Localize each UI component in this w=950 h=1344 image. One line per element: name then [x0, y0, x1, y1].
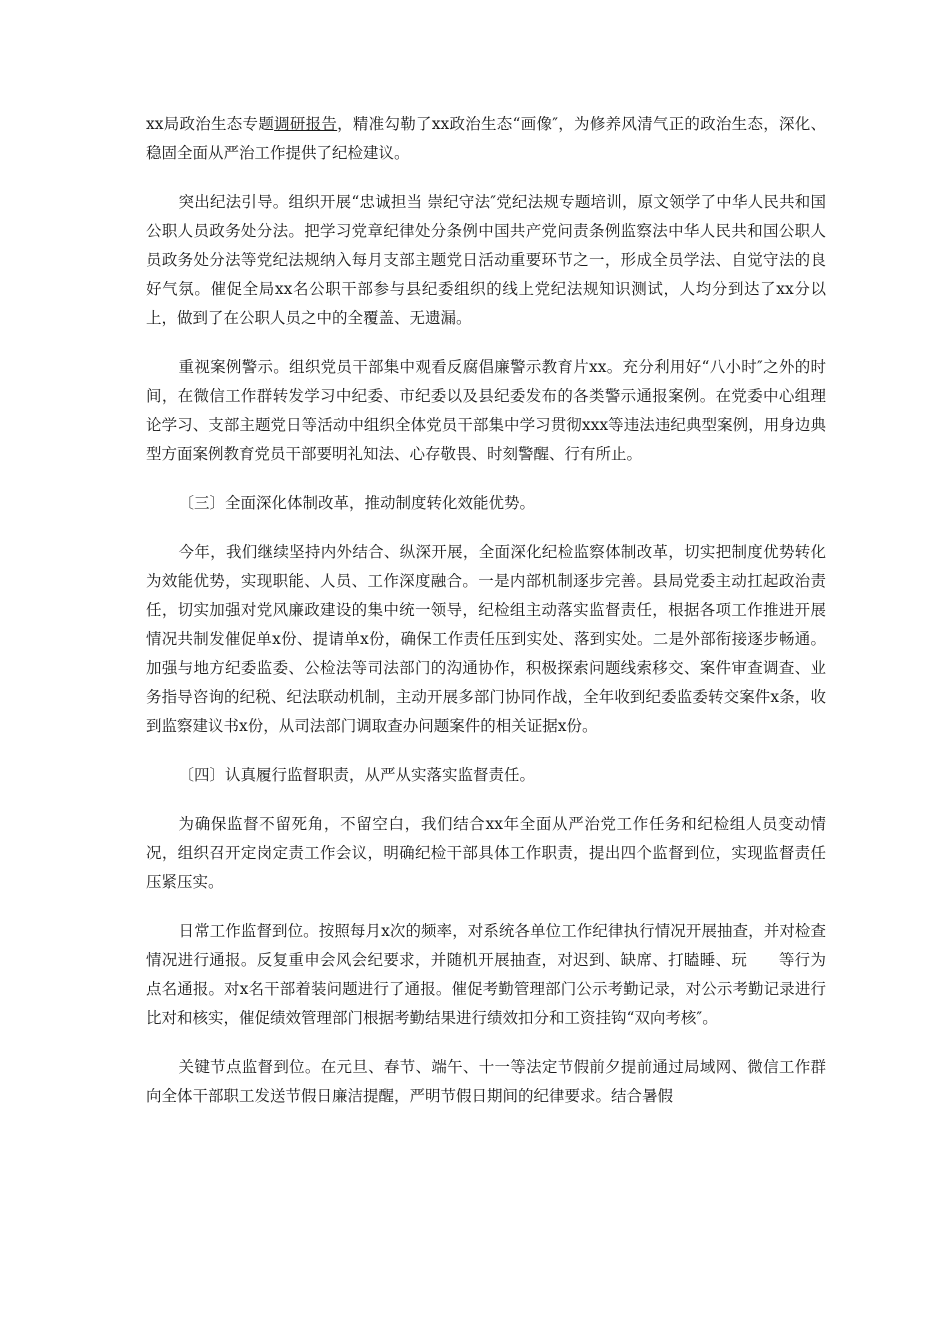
paragraph-case-warning: 重视案例警示。组织党员干部集中观看反腐倡廉警示教育片xx。充分利用好“八小时″之外的时间，在微信工作群转发学习中纪委、市纪委以及县纪委发布的各类警示通报案例。在党委中心组理论学习、支部主题党日等活动中组织全体党员干部集中学习贯彻xxx等违法违纪典型案例，用身边典型方面案例教育党员干部要明礼知法、心存敬畏、时刻警醒、行有所止。: [146, 358, 826, 463]
paragraph-daily-supervision: 日常工作监督到位。按照每月x次的频率，对系统各单位工作纪律执行情况开展抽查，并对检查情况进行通报。反复重申会风会纪要求，并随机开展抽查，对迟到、缺席、打瞌睡、玩 等行为点名通报。对x名干部着装问题进行了通报。催促考勤管理部门公示考勤记录，对公示考勤记录进行比对和核实，催促绩效管理部门根据考勤结果进行绩效扣分和工资挂钩“双向考核″。: [146, 922, 826, 1027]
intro-text-start: xx局政治生态专题: [146, 115, 275, 133]
paragraph-discipline-guidance: 突出纪法引导。组织开展“忠诚担当 崇纪守法″党纪法规专题培训，原文领学了中华人民共和国公职人员政务处分法。把学习党章纪律处分条例中国共产党问责条例监察法中华人民共和国公职人员政务处分法等党纪法规纳入每月支部主题党日活动重要环节之一，形成全员学法、自觉守法的良好气氛。催促全局xx名公职干部参与县纪委组织的线上党纪法规知识测试，人均分到达了xx分以上，做到了在公职人员之中的全覆盖、无遗漏。: [146, 193, 826, 327]
section-heading-four: 〔四〕认真履行监督职责，从严从实落实监督责任。: [178, 766, 536, 784]
research-report-link[interactable]: 调研报告: [274, 115, 338, 133]
paragraph-intro: [146, 110, 826, 168]
section-heading-three: 〔三〕全面深化体制改革，推动制度转化效能优势。: [178, 494, 536, 512]
document-page: [146, 110, 826, 1131]
paragraph-key-node-supervision: 关键节点监督到位。在元旦、春节、端午、十一等法定节假前夕提前通过局域网、微信工作群向全体干部职工发送节假日廉洁提醒，严明节假日期间的纪律要求。结合暑假: [146, 1058, 826, 1105]
paragraph-supervision-duty: 为确保监督不留死角，不留空白，我们结合xx年全面从严治党工作任务和纪检组人员变动情况，组织召开定岗定责工作会议，明确纪检干部具体工作职责，提出四个监督到位，实现监督责任压紧压实。: [146, 815, 826, 891]
intro-text-end: ，精准勾勒了xx政治生态“画像″，为修养风清气正的政治生态，深化、稳固全面从严治工作提供了纪检建议。: [146, 115, 826, 162]
paragraph-reform: 今年，我们继续坚持内外结合、纵深开展，全面深化纪检监察体制改革，切实把制度优势转化为效能优势，实现职能、人员、工作深度融合。一是内部机制逐步完善。县局党委主动扛起政治责任，切实加强对党风廉政建设的集中统一领导，纪检组主动落实监督责任，根据各项工作推进开展情况共制发催促单x份、提请单x份，确保工作责任压到实处、落到实处。二是外部衔接逐步畅通。加强与地方纪委监委、公检法等司法部门的沟通协作，积极探索问题线索移交、案件审查调查、业务指导咨询的纪税、纪法联动机制，主动开展多部门协同作战，全年收到纪委监委转交案件x条，收到监察建议书x份，从司法部门调取查办问题案件的相关证据x份。: [146, 543, 826, 735]
